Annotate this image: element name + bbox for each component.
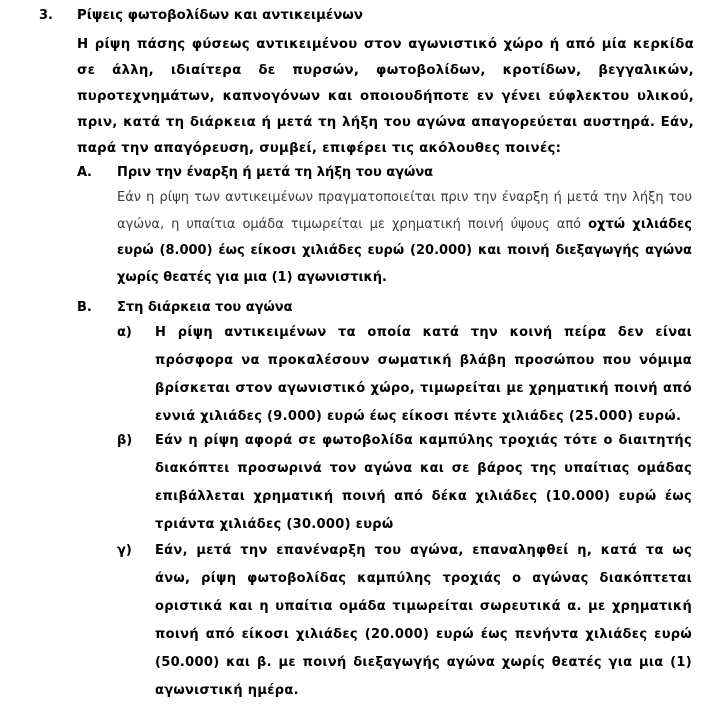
item-a-paragraph: Η ρίψη αντικειμένων τα οποία κατά την κοινή πείρα δεν είναι πρόσφορα να προκαλέσουν σωματική βλάβη προσώπου που νόμιμα βρίσκεται στον αγωνιστικό χώρο, τιμωρείται με χρηματική ποινή από εννιά χιλιάδες (9.000) ευρώ έως είκοσι πέντε χιλιάδες (25.000) ευρώ. <box>155 325 692 424</box>
section-title: Ρίψεις φωτοβολίδων και αντικειμένων <box>77 8 363 23</box>
subsection-a-paragraph <box>117 185 692 291</box>
item-b-paragraph: Εάν η ρίψη αφορά σε φωτοβολίδα καμπύλης τροχιάς τότε ο διαιτητής διακόπτει προσωρινά τον αγώνα και σε βάρος της υπαίτιας ομάδας επιβάλλεται χρηματική ποινή από δέκα χιλιάδες (10.000) ευρώ έως τριάντα χιλιάδες (30.000) ευρώ <box>155 433 692 532</box>
section-intro-paragraph: Η ρίψη πάσης φύσεως αντικειμένου στον αγωνιστικό χώρο ή από μία κερκίδα σε άλλη, ιδιαίτερα δε πυρσών, φωτοβολίδων, κροτίδων, βεγγαλικών, πυροτεχνημάτων, καπνογόνων και οποιουδήποτε εν γένει εύφλεκτου υλικού, πριν, κατά τη διάρκεια ή μετά τη λήξη του αγώνα απαγορεύεται αυστηρά. Εάν, παρά την απαγόρευση, συμβεί, επιφέρει τις ακόλουθες ποινές: <box>77 37 694 156</box>
item-a-letter: α) <box>117 325 132 340</box>
subsection-a-text-normal: Εάν η ρίψη των αντικειμένων πραγματοποιείται πριν την έναρξη ή μετά την λήξη του αγώνα, η υπαίτια ομάδα τιμωρείται με χρηματική ποινή ύψους από <box>117 190 692 232</box>
subsection-b-title: Στη διάρκεια του αγώνα <box>117 300 293 315</box>
subsection-a-text-bold: οχτώ χιλιάδες ευρώ (8.000) έως είκοσι χιλιάδες ευρώ (20.000) και ποινή διεξαγωγής αγώνα χωρίς θεατές για μια (1) αγωνιστική. <box>117 216 692 285</box>
subsection-b-letter: Β. <box>77 300 92 315</box>
subsection-a-title: Πριν την έναρξη ή μετά τη λήξη του αγώνα <box>117 165 434 180</box>
subsection-a-letter: Α. <box>77 165 92 180</box>
item-c-letter: γ) <box>117 543 132 558</box>
item-c-paragraph: Εάν, μετά την επανέναρξη του αγώνα, επαναληφθεί η, κατά τα ως άνω, ρίψη φωτοβολίδας καμπύλης τροχιάς ο αγώνας διακόπτεται οριστικά και η υπαίτια ομάδα τιμωρείται σωρευτικά α. με χρηματική ποινή από είκοσι χιλιάδες (20.000) ευρώ έως πενήντα χιλιάδες ευρώ (50.000) και β. με ποινή διεξαγωγής αγώνα χωρίς θεατές για μια (1) αγωνιστική ημέρα. <box>155 543 692 698</box>
section-number: 3. <box>39 8 53 23</box>
item-b-letter: β) <box>117 433 133 448</box>
